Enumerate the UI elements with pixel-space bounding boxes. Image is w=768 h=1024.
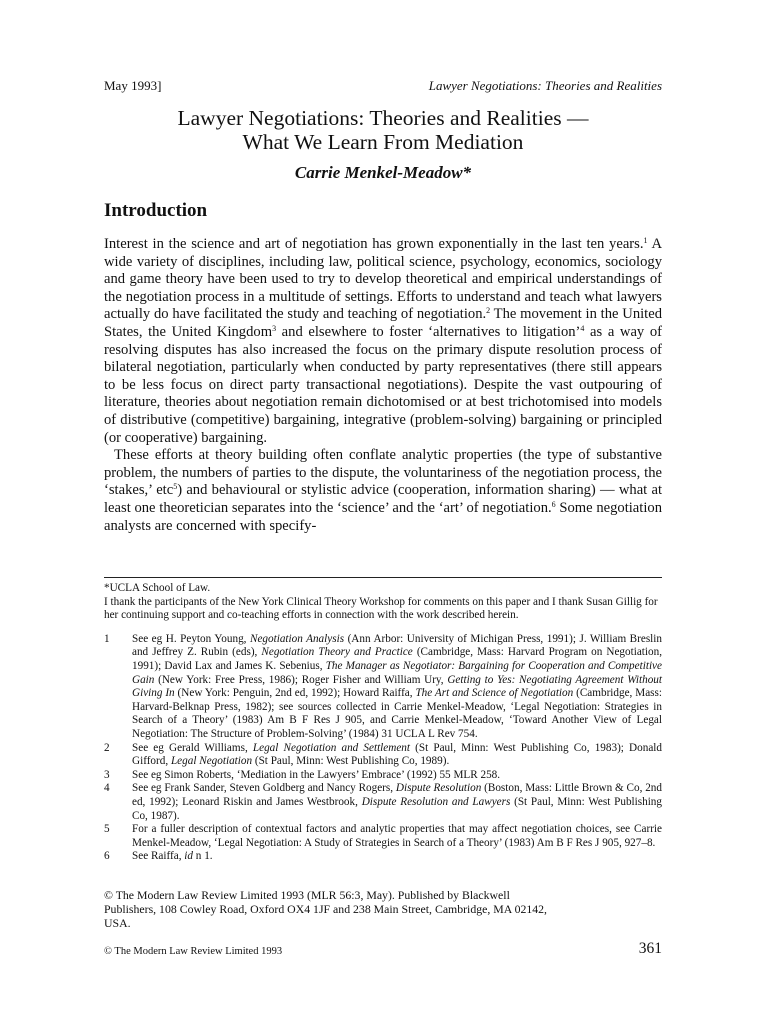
author-affiliation-note: *UCLA School of Law. (104, 582, 211, 594)
footnote-ref: 2 (486, 306, 491, 316)
footnote-number: 1 (104, 632, 110, 645)
footnote-title: Negotiation Theory and Practice (261, 646, 413, 659)
footnote-number: 2 (104, 741, 110, 754)
footnote-text: See eg H. Peyton Young, (132, 632, 250, 645)
text-run: as a way of resolving disputes has also increased the focus on the primary dispute resolution process of bilateral negotiation, particularly when conducted by party representatives (there still appears to be less focus on direct party transactional negotiations). Despite the vast outpouring of literature, theories about negotiation remain dichotomised or at best trichotomised into models of distributive (competitive) bargaining, integrative (problem-solving) bargaining or principled (or cooperative) bargaining. (104, 323, 663, 446)
footnote-text: (New York: Penguin, 2nd ed, 1992); Howard Raiffa, (174, 687, 416, 700)
publisher-notice: © The Modern Law Review Limited 1993 (MLR 56:3, May). Published by Blackwell Publishers, 108 Cowley Road, Oxford OX4 1JF and 238 Main Street, Cambridge, MA 02142, USA. (104, 888, 548, 930)
footnote-item (104, 850, 662, 864)
footnote-ref: 4 (580, 323, 585, 333)
footnote-title: The Art and Science of Negotiation (415, 687, 574, 700)
footnote-text: (Ann Arbor: University of Michigan Press, 1991); J. William Breslin and Jeffrey Z. Rubin (eds), (132, 632, 662, 659)
footnote-title: Legal Negotiation (170, 755, 253, 768)
body-text (104, 236, 662, 535)
footnote-item (104, 633, 662, 742)
text-run: ) and behavioural or stylistic advice (cooperation, information sharing) — what at least one theoretician separates into the ‘science’ and the ‘art’ of negotiation. (104, 482, 663, 516)
text-run: A wide variety of disciplines, including law, political science, psychology, economics, sociology and game theory have been used to try to develop theoretical and empirical understandings of the negotiation process in a multitude of settings. Efforts to understand and teach what lawyers actually do have facilitated the study and teaching of negotiation. (104, 236, 662, 323)
footnote-text: See eg Gerald Williams, (132, 741, 253, 754)
footnote-text: (New York: Free Press, 1986); Roger Fisher and William Ury, (154, 673, 448, 686)
footnote-text: (Cambridge, Mass: Harvard-Belknap Press, 1982); see sources collected in Carrie Menkel-Meadow, ‘Legal Negotiation: Strategies in Search of a Theory’ (1983) Am B F Res J 905, and Carrie Menkel-Meadow, ‘Toward Another View of Legal Negotiation: The Structure of Problem-Solving’ (1984) 31 UCLA L Rev 754. (132, 687, 662, 740)
footnote-item (104, 823, 662, 850)
footnote-text: (St Paul, Minn: West Publishing Co, 1987). (132, 795, 662, 822)
footnote-item (104, 742, 662, 769)
text-run: These efforts at theory building often conflate analytic properties (the type of substantive problem, the numbers of parties to the dispute, the voluntariness of the negotiation process, the ‘stakes,’ etc (104, 447, 662, 499)
footnote-title: Negotiation Analysis (249, 632, 345, 645)
footnote-item (104, 769, 662, 783)
article-title-line-2: What We Learn From Mediation (242, 130, 524, 154)
footnote-title: Dispute Resolution (395, 782, 482, 795)
article-author: Carrie Menkel-Meadow* (294, 163, 472, 182)
text-run: and elsewhere to foster ‘alternatives to litigation’ (276, 323, 581, 340)
footnote-number: 3 (104, 768, 110, 781)
footnote-text: See eg Frank Sander, Steven Goldberg and Nancy Rogers, (132, 782, 396, 795)
page-footer-copyright: © The Modern Law Review Limited 1993 (104, 946, 283, 957)
footnote-title: Dispute Resolution and Lawyers (361, 795, 511, 808)
paragraph-1 (104, 236, 662, 447)
running-header (104, 78, 662, 94)
footnote-title: id (184, 850, 193, 863)
footnote-title: Legal Negotiation and Settlement (252, 741, 411, 754)
footnote-ref: 5 (173, 482, 178, 492)
footnote-text: (Cambridge, Mass: Harvard Program on Negotiation, 1991); David Lax and James K. Sebenius, (132, 646, 663, 672)
footnote-title: The Manager as Negotiator: Bargaining for Cooperation and Competitive Gain (132, 659, 662, 686)
article-title (104, 106, 662, 154)
text-run: Interest in the science and art of negotiation has grown exponentially in the last ten years. (104, 236, 644, 252)
footnote-text: (St Paul, Minn: West Publishing Co, 1989). (252, 755, 450, 768)
footnote-text: (Boston, Mass: Little Brown & Co, 2nd ed, 1992); Leonard Riskin and James Westbrook, (132, 782, 662, 808)
footnote-number: 4 (104, 782, 110, 795)
footnote-text: n 1. (193, 850, 213, 863)
running-header-date: May 1993] (104, 78, 162, 93)
text-run: The movement in the United States, the United Kingdom (104, 306, 663, 340)
footnote-list (104, 633, 662, 864)
footnote-number: 6 (104, 850, 110, 863)
footnote-divider (104, 577, 662, 578)
text-run: Some negotiation analysts are concerned with specify- (104, 499, 662, 534)
section-heading: Introduction (104, 200, 208, 221)
paragraph-2 (104, 447, 662, 535)
footnote-number: 5 (104, 823, 110, 836)
footnote-text: See Raiffa, (132, 850, 185, 863)
footnote-ref: 1 (643, 236, 648, 245)
footnotes-section (104, 582, 662, 864)
acknowledgement-note: I thank the participants of the New York Clinical Theory Workshop for comments on this paper and I thank Susan Gillig for her continuing support and co-teaching efforts in connection with the work described herein. (104, 595, 658, 622)
footnote-text: See eg Simon Roberts, ‘Mediation in the Lawyers’ Embrace’ (1992) 55 MLR 258. (132, 768, 501, 781)
footnote-ref: 3 (272, 323, 277, 333)
footnote-item (104, 782, 662, 823)
running-header-title: Lawyer Negotiations: Theories and Realities (428, 78, 662, 93)
page-number: 361 (638, 940, 662, 957)
footnote-ref: 6 (551, 499, 556, 509)
footnote-title: Getting to Yes: Negotiating Agreement Without Giving In (132, 673, 663, 700)
article-title-line-1: Lawyer Negotiations: Theories and Realities — (177, 106, 589, 130)
footnote-text: For a fuller description of contextual factors and analytic properties that may affect negotiation choices, see Carrie Menkel-Meadow, ‘Legal Negotiation: A Study of Strategies in Search of a Theory’ (1983) Am B F Res J 905, 927–8. (132, 823, 662, 849)
footnote-text: (St Paul, Minn: West Publishing Co, 1983); Donald Gifford, (132, 741, 662, 768)
